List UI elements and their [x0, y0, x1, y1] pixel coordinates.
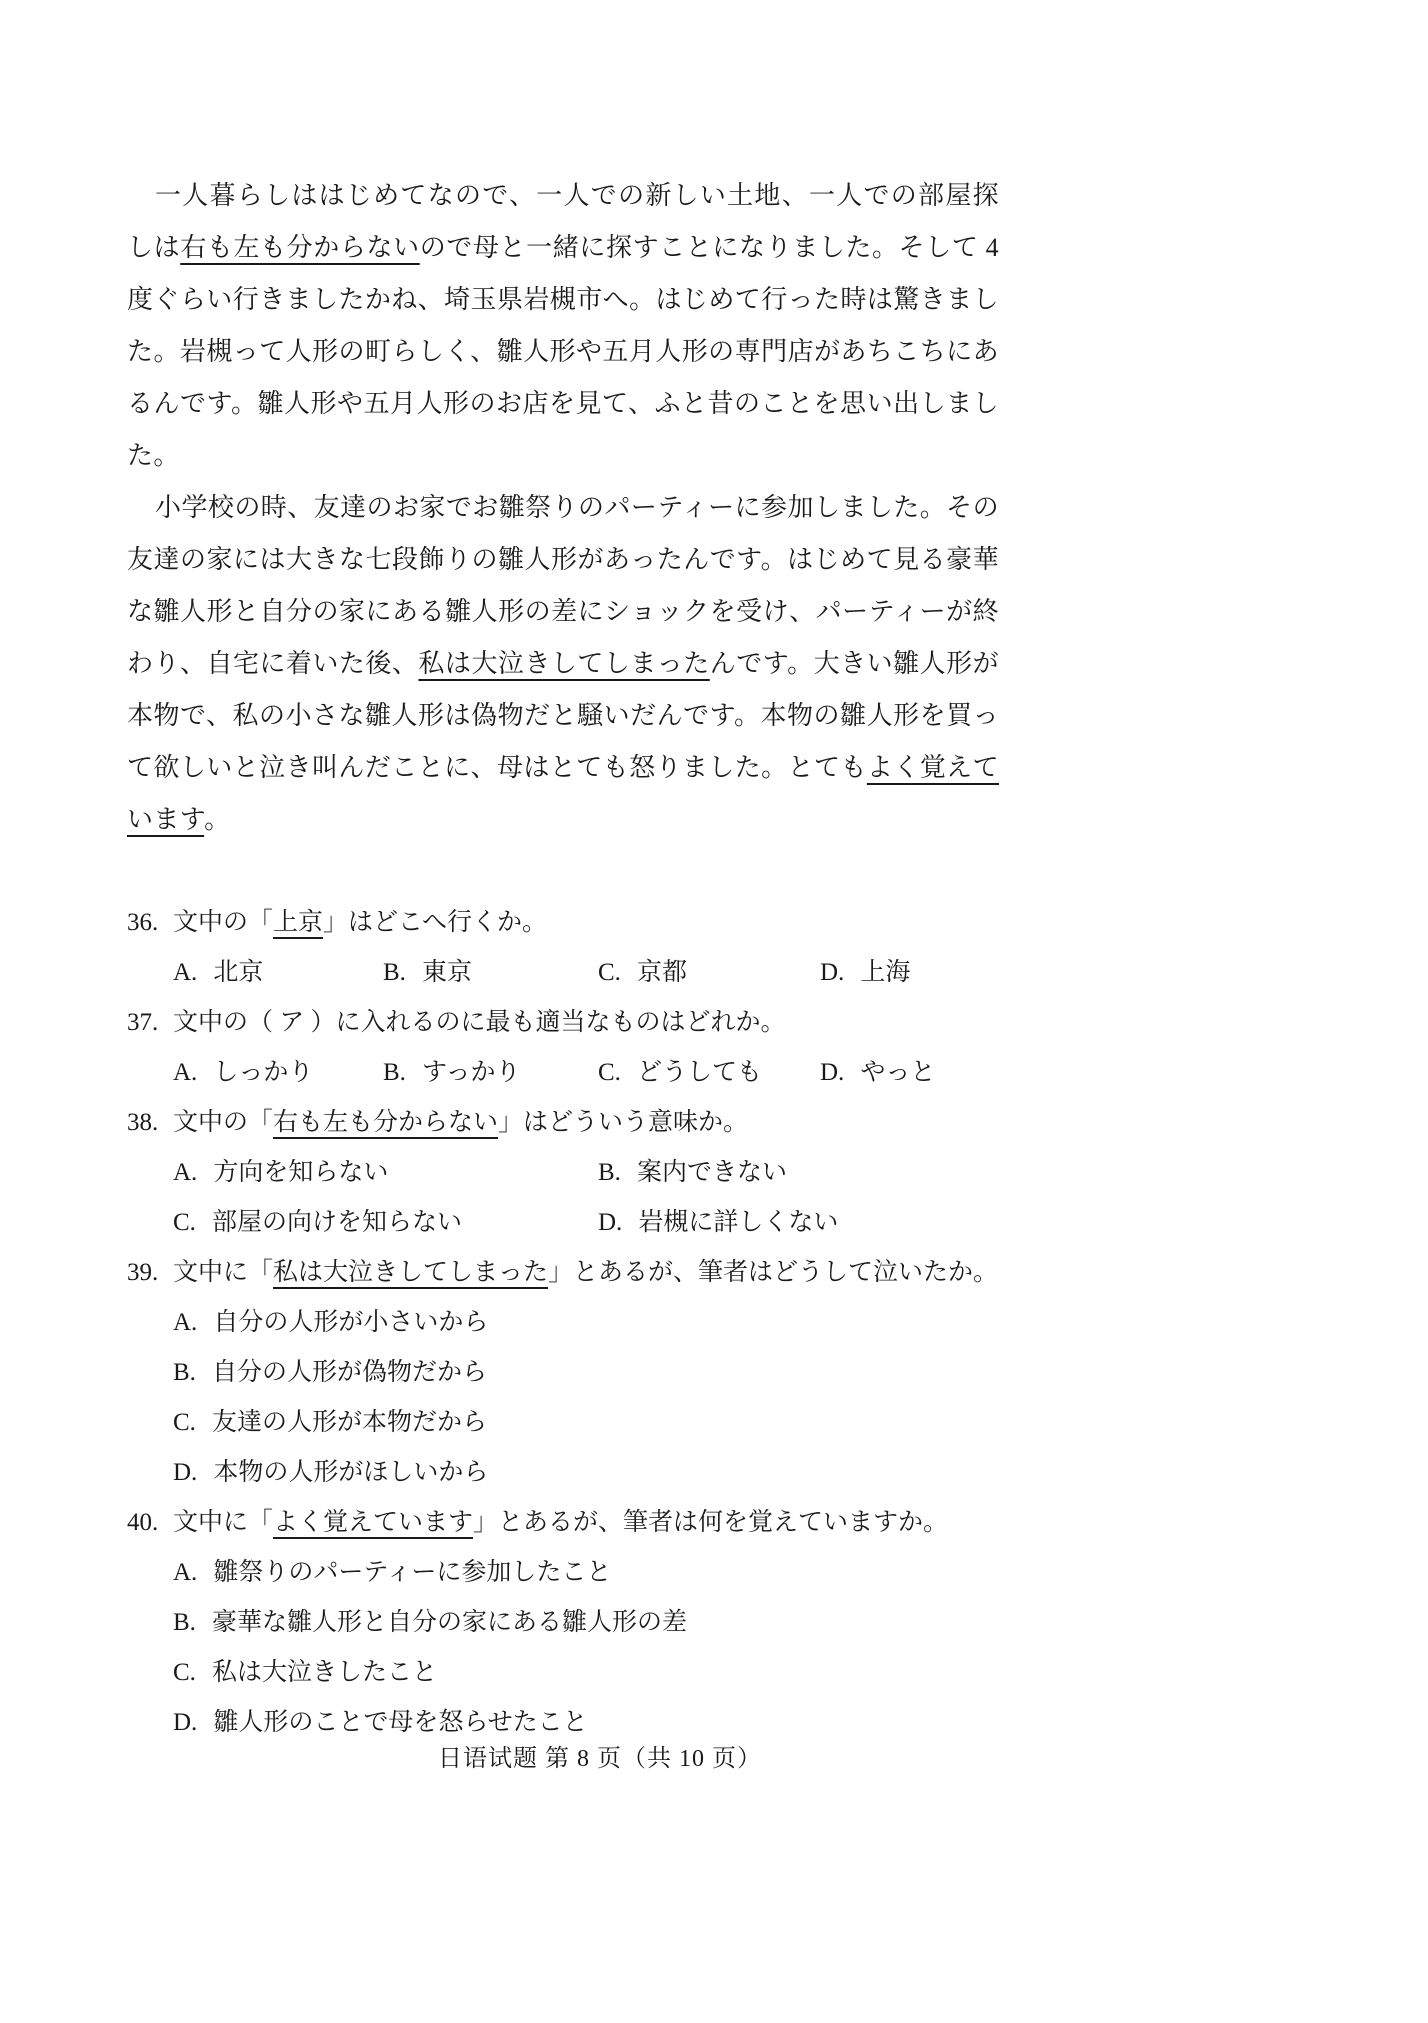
- option-label: D.: [173, 1459, 198, 1486]
- option-39-C: [173, 1398, 999, 1448]
- option-label: B.: [383, 1059, 406, 1086]
- option-label: A.: [173, 1309, 198, 1336]
- option-text: 方向を知らない: [213, 1159, 389, 1186]
- question-stem: [173, 1248, 999, 1298]
- text-segment: 」はどういう意味か。: [498, 1109, 749, 1136]
- text-segment: 文中の「: [173, 1109, 274, 1136]
- option-label: A.: [173, 959, 198, 986]
- passage-paragraph: [127, 170, 999, 482]
- underlined-text: 私は大泣きしてしまった: [418, 649, 710, 678]
- option-36-B: [383, 948, 598, 998]
- option-37-B: [383, 1048, 598, 1098]
- option-label: D.: [598, 1209, 623, 1236]
- option-text: すっかり: [421, 1059, 521, 1086]
- option-label: A.: [173, 1559, 198, 1586]
- page-content: [127, 170, 999, 1748]
- question-36: [127, 898, 999, 998]
- text-segment: ので母と一緒に探すことになりました。そして 4 度ぐらい行きましたかね、埼玉県岩槻市へ。はじめて行った時は驚きました。岩槻って人形の町らしく、雛人形や五月人形の専門店があちこちにあるんです。雛人形や五月人形のお店を見て、ふと昔のことを思い出しました。: [127, 233, 999, 470]
- question-number: 40.: [127, 1509, 159, 1536]
- option-37-D: [820, 1048, 999, 1098]
- option-label: D.: [820, 1059, 845, 1086]
- question-39: [127, 1248, 999, 1498]
- text-segment: 」とあるが、筆者はどうして泣いたか。: [548, 1259, 999, 1286]
- text-segment: 」はどこへ行くか。: [323, 909, 548, 936]
- text-segment: 一人暮らしははじめてなので、一人での新しい土地、一人での部屋探しは: [127, 181, 999, 262]
- text-segment: 」とあるが、筆者は何を覚えていますか。: [473, 1509, 949, 1536]
- underlined-text: 上京: [273, 909, 324, 936]
- option-38-D: [598, 1198, 999, 1248]
- option-label: A.: [173, 1059, 198, 1086]
- option-label: B.: [173, 1359, 196, 1386]
- question-number: 39.: [127, 1259, 159, 1286]
- question-stem-row: [127, 998, 999, 1048]
- question-number: 36.: [127, 909, 159, 936]
- option-text: しっかり: [213, 1059, 314, 1086]
- footer-text: 日语试题 第 8 页（共 10 页）: [438, 1746, 762, 1772]
- option-label: C.: [173, 1209, 196, 1236]
- option-text: 自分の人形が小さいから: [213, 1309, 489, 1336]
- question-37: [127, 998, 999, 1098]
- option-label: D.: [173, 1709, 198, 1736]
- underlined-text: 右も左も分からない: [180, 233, 420, 262]
- option-text: やっと: [860, 1059, 936, 1086]
- question-stem: [173, 1098, 999, 1148]
- question-number: 38.: [127, 1109, 159, 1136]
- option-text: 豪華な雛人形と自分の家にある雛人形の差: [211, 1609, 687, 1636]
- page-footer: [0, 1738, 1200, 1773]
- option-37-A: [173, 1048, 383, 1098]
- text-segment: 小学校の時、友達のお家でお雛祭りのパーティーに参加しました。その友達の家には大きな七段飾りの雛人形があったんです。はじめて見る豪華な雛人形と自分の家にある雛人形の差にショックを受け、パーティーが終わり、自宅に着いた後、: [127, 493, 999, 678]
- option-text: 東京: [421, 959, 472, 986]
- text-segment: 文中に「: [173, 1259, 274, 1286]
- option-39-D: [173, 1448, 999, 1498]
- option-text: 北京: [213, 959, 264, 986]
- question-stem-row: [127, 1498, 999, 1548]
- options-group: [127, 1048, 999, 1098]
- question-38: [127, 1098, 999, 1248]
- option-label: B.: [598, 1159, 621, 1186]
- option-40-C: [173, 1648, 999, 1698]
- question-stem-row: [127, 1098, 999, 1148]
- question-stem-row: [127, 898, 999, 948]
- passage-paragraph: [127, 482, 999, 846]
- option-text: 部屋の向けを知らない: [211, 1209, 462, 1236]
- option-36-D: [820, 948, 999, 998]
- question-list: [127, 898, 999, 1748]
- option-label: A.: [173, 1159, 198, 1186]
- option-40-B: [173, 1598, 999, 1648]
- question-stem-row: [127, 1248, 999, 1298]
- option-37-C: [598, 1048, 820, 1098]
- text-segment: 文中に「: [173, 1509, 274, 1536]
- text-segment: 文中の「: [173, 909, 274, 936]
- options-group: [127, 1298, 999, 1498]
- option-text: 案内できない: [636, 1159, 787, 1186]
- option-label: B.: [383, 959, 406, 986]
- question-stem: [173, 898, 999, 948]
- underlined-text: よく覚えています: [273, 1509, 474, 1536]
- option-label: D.: [820, 959, 845, 986]
- reading-passage: [127, 170, 999, 846]
- underlined-text: よく覚えています: [127, 753, 999, 834]
- question-40: [127, 1498, 999, 1748]
- option-text: 雛人形のことで母を怒らせたこと: [213, 1709, 588, 1736]
- option-text: 雛祭りのパーティーに参加したこと: [213, 1559, 612, 1586]
- text-segment: んです。大きい雛人形が本物で、私の小さな雛人形は偽物だと騒いだんです。本物の雛人形を買って欲しいと泣き叫んだことに、母はとても怒りました。とても: [127, 649, 999, 782]
- option-label: C.: [173, 1659, 196, 1686]
- option-39-A: [173, 1298, 999, 1348]
- question-stem: [173, 998, 999, 1048]
- option-text: 本物の人形がほしいから: [213, 1459, 489, 1486]
- underlined-text: 私は大泣きしてしまった: [273, 1259, 549, 1286]
- option-text: 京都: [636, 959, 687, 986]
- option-38-B: [598, 1148, 999, 1198]
- option-text: 私は大泣きしたこと: [211, 1659, 437, 1686]
- option-text: 岩槻に詳しくない: [638, 1209, 839, 1236]
- underlined-text: 右も左も分からない: [273, 1109, 499, 1136]
- option-text: 友達の人形が本物だから: [211, 1409, 487, 1436]
- option-38-A: [173, 1148, 598, 1198]
- option-text: どうしても: [636, 1059, 762, 1086]
- options-group: [127, 1548, 999, 1748]
- option-label: C.: [173, 1409, 196, 1436]
- text-segment: 。: [204, 805, 231, 834]
- option-label: C.: [598, 959, 621, 986]
- option-text: 自分の人形が偽物だから: [211, 1359, 487, 1386]
- option-39-B: [173, 1348, 999, 1398]
- question-number: 37.: [127, 1009, 159, 1036]
- text-segment: 文中の（ ア ）に入れるのに最も適当なものはどれか。: [173, 1009, 786, 1036]
- option-38-C: [173, 1198, 598, 1248]
- option-label: C.: [598, 1059, 621, 1086]
- question-stem: [173, 1498, 999, 1548]
- option-36-A: [173, 948, 383, 998]
- options-group: [127, 1148, 999, 1248]
- option-text: 上海: [860, 959, 911, 986]
- option-label: B.: [173, 1609, 196, 1636]
- option-36-C: [598, 948, 820, 998]
- options-group: [127, 948, 999, 998]
- option-40-A: [173, 1548, 999, 1598]
